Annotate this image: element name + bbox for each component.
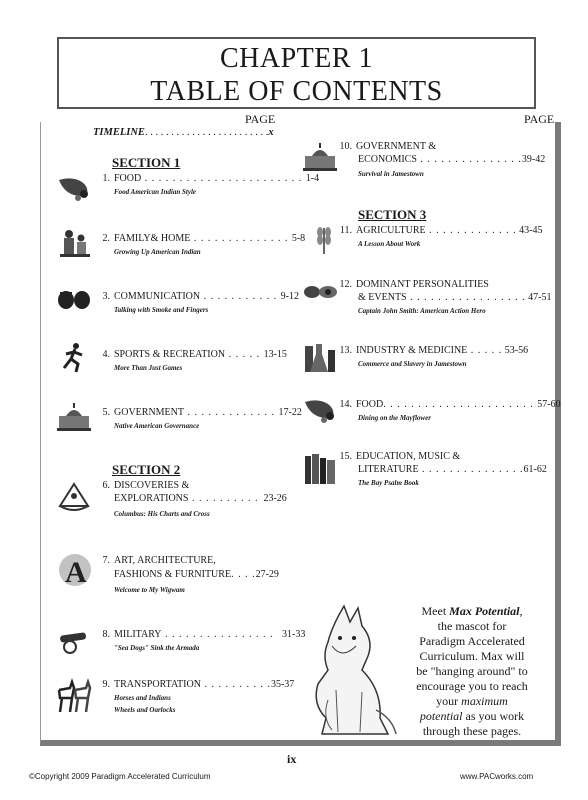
entry-title: DOMINANT PERSONALITIES bbox=[356, 279, 489, 290]
website-link[interactable]: www.PACworks.com bbox=[460, 772, 534, 781]
toc-entry-15-line2[interactable]: LITERATURE . . . . . . . . . . . . . . .61-62 bbox=[358, 464, 547, 475]
timeline-entry[interactable] bbox=[93, 127, 274, 138]
page-label-right: PAGE bbox=[524, 112, 555, 126]
timeline-dots: . . . . . . . . . . . . . . . . . . . . . . . . bbox=[144, 127, 269, 138]
entry-title: SPORTS & RECREATION bbox=[114, 349, 226, 360]
entry-pages: 57-60 bbox=[537, 399, 561, 410]
entry-title: INDUSTRY & MEDICINE bbox=[356, 345, 468, 356]
toc-entry-10[interactable]: 10. GOVERNMENT & bbox=[339, 141, 437, 152]
section-3-heading: SECTION 3 bbox=[358, 207, 427, 222]
cornucopia-icon bbox=[302, 394, 338, 426]
entry-pages: 1-4 bbox=[305, 173, 320, 184]
capitol-icon bbox=[302, 142, 338, 174]
toc-entry-13[interactable]: 13. INDUSTRY & MEDICINE . . . . . 53-56 bbox=[339, 345, 529, 356]
entry-pages: 39-42 bbox=[521, 154, 546, 165]
entry-subtitle: Horses and Indians bbox=[114, 694, 171, 702]
capitol-icon bbox=[56, 402, 92, 434]
page-number: ix bbox=[287, 752, 297, 766]
toc-entry-15[interactable]: 15. EDUCATION, MUSIC & bbox=[339, 451, 461, 462]
toc-entry-9[interactable]: 9. TRANSPORTATION . . . . . . . . . .35-37 bbox=[102, 679, 295, 690]
toc-entry-14[interactable]: 14. FOOD. . . . . . . . . . . . . . . . . . . . . . 57-60 bbox=[339, 399, 561, 410]
section-2-heading: SECTION 2 bbox=[112, 462, 181, 477]
toc-entry-12[interactable]: 12. DOMINANT PERSONALITIES bbox=[339, 279, 489, 290]
toc-entry-8[interactable]: 8. MILITARY . . . . . . . . . . . . . . . . 31-33 bbox=[102, 629, 306, 640]
entry-title: FOOD bbox=[356, 399, 384, 410]
svg-text:A: A bbox=[65, 556, 87, 588]
entry-subtitle: Dining on the Mayflower bbox=[358, 414, 431, 422]
timeline-page: x bbox=[268, 127, 274, 138]
lab-glassware-icon bbox=[302, 340, 338, 376]
entry-subtitle: Talking with Smoke and Fingers bbox=[114, 306, 209, 314]
silhouettes-icon bbox=[56, 286, 92, 318]
entry-title: FAMILY& HOME bbox=[114, 233, 191, 244]
toc-entry-2[interactable]: 2. FAMILY& HOME . . . . . . . . . . . . . . 5-8 bbox=[102, 233, 306, 244]
entry-title: GOVERNMENT bbox=[114, 407, 184, 418]
toc-entry-5[interactable]: 5. GOVERNMENT . . . . . . . . . . . . . 17-22 bbox=[102, 407, 302, 418]
entry-subtitle: Survival in Jamestown bbox=[358, 170, 424, 178]
entry-pages: 9-12 bbox=[280, 291, 299, 302]
action-hero-icon bbox=[302, 276, 338, 308]
books-icon bbox=[302, 452, 338, 488]
toc-entry-6-line2[interactable]: EXPLORATIONS . . . . . . . . . . 23-26 bbox=[114, 493, 287, 504]
toc-entry-10-line2[interactable]: ECONOMICS . . . . . . . . . . . . . . .39-42 bbox=[358, 154, 546, 165]
entry-subtitle: Food American Indian Style bbox=[114, 188, 197, 196]
entry-subtitle: Welcome to My Wigwam bbox=[114, 586, 185, 594]
cornucopia-icon bbox=[56, 172, 92, 204]
entry-subtitle: More Than Just Games bbox=[114, 364, 183, 372]
entry-subtitle: Native American Governance bbox=[114, 422, 200, 430]
toc-entry-4[interactable]: 4. SPORTS & RECREATION . . . . . 13-15 bbox=[102, 349, 287, 360]
entry-pages: 47-51 bbox=[528, 292, 552, 303]
toc-entry-12-line2[interactable]: & EVENTS . . . . . . . . . . . . . . . . . 47-51 bbox=[358, 292, 552, 303]
entry-pages: 5-8 bbox=[291, 233, 306, 244]
entry-title: MILITARY bbox=[114, 629, 162, 640]
page-label-left: PAGE bbox=[245, 112, 276, 126]
horses-icon bbox=[56, 678, 92, 714]
entry-title: FOOD bbox=[114, 173, 142, 184]
entry-subtitle: "Sea Dogs" Sink the Armada bbox=[114, 644, 200, 652]
title-box bbox=[57, 37, 536, 109]
entry-title: DISCOVERIES & bbox=[114, 480, 190, 491]
entry-title: EDUCATION, MUSIC & bbox=[356, 451, 461, 462]
toc-entry-6[interactable]: 6. DISCOVERIES & bbox=[102, 480, 190, 491]
entry-title: GOVERNMENT & bbox=[356, 141, 437, 152]
entry-pages: 61-62 bbox=[523, 464, 547, 475]
entry-title: ART, ARCHITECTURE, bbox=[114, 555, 216, 566]
entry-subtitle: A Lesson About Work bbox=[358, 240, 421, 248]
entry-title: TRANSPORTATION bbox=[114, 679, 201, 690]
family-icon bbox=[56, 228, 92, 260]
entry-pages: 31-33 bbox=[282, 629, 306, 640]
entry-pages: 27-29 bbox=[255, 569, 279, 580]
letter-a-icon bbox=[56, 552, 94, 588]
mascot-description: Meet Max Potential, the mascot for Paradigm Accelerated Curriculum. Max will be "hanging around" to encourage you to reach your maximum potential as you work through these pages. bbox=[416, 604, 528, 738]
entry-pages: 43-45 bbox=[519, 225, 543, 236]
entry-title: COMMUNICATION bbox=[114, 291, 201, 302]
toc-entry-7[interactable]: 7. ART, ARCHITECTURE, bbox=[102, 555, 216, 566]
toc-entry-1[interactable]: 1. FOOD . . . . . . . . . . . . . . . . . . . . . . . 1-4 bbox=[102, 173, 320, 184]
entry-pages: 35-37 bbox=[270, 679, 295, 690]
entry-subtitle: Captain John Smith: American Action Hero bbox=[358, 307, 486, 315]
toc-entry-3[interactable]: 3. COMMUNICATION . . . . . . . . . . . 9-12 bbox=[102, 291, 299, 302]
entry-subtitle: Commerce and Slavery in Jamestown bbox=[358, 360, 467, 368]
entry-subtitle-2: Wheels and Oarlocks bbox=[114, 706, 176, 714]
page-title: TABLE OF CONTENTS bbox=[150, 76, 443, 107]
timeline-label: TIMELINE bbox=[93, 127, 145, 138]
entry-subtitle: Columbus: His Charts and Cross bbox=[114, 510, 210, 518]
entry-pages: 23-26 bbox=[263, 493, 287, 504]
entry-pages: 53-56 bbox=[504, 345, 529, 356]
sextant-icon bbox=[56, 480, 92, 512]
chapter-heading: CHAPTER 1 bbox=[219, 43, 374, 74]
wolf-mascot-icon bbox=[292, 600, 400, 740]
entry-subtitle: Growing Up American Indian bbox=[114, 248, 201, 256]
cannon-icon bbox=[56, 624, 92, 656]
entry-subtitle: The Bay Psalm Book bbox=[358, 479, 419, 487]
entry-pages: 13-15 bbox=[263, 349, 287, 360]
entry-title: AGRICULTURE bbox=[356, 225, 426, 236]
section-1-heading: SECTION 1 bbox=[112, 155, 181, 170]
copyright-text: ©Copyright 2009 Paradigm Accelerated Curriculum bbox=[29, 772, 211, 781]
toc-entry-11[interactable]: 11. AGRICULTURE . . . . . . . . . . . . . 43-45 bbox=[339, 225, 543, 236]
toc-entry-7-line2[interactable]: FASHIONS & FURNITURE. . . .27-29 bbox=[114, 569, 279, 580]
runner-icon bbox=[56, 342, 92, 374]
entry-pages: 17-22 bbox=[278, 407, 302, 418]
